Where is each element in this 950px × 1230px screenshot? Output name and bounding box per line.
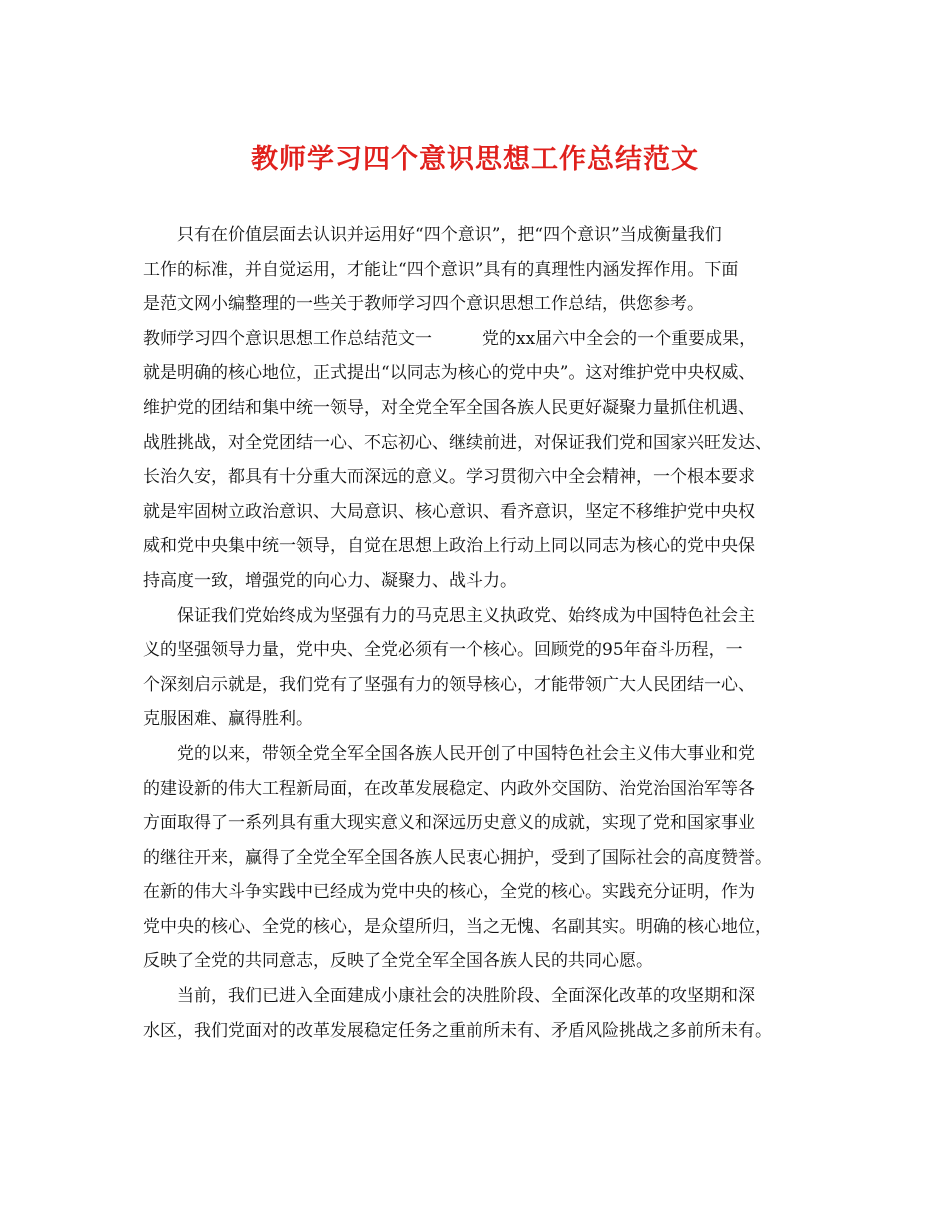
text-line-content: 的继往开来，赢得了全党全军全国各族人民衷心拥护，受到了国际社会的高度赞誉。: [143, 847, 772, 868]
text-line: [143, 253, 826, 288]
text-line: [143, 391, 826, 426]
text-line: [143, 1014, 826, 1049]
text-line-content: 长治久安，都具有十分重大而深远的意义。学习贯彻六中全会精神，一个根本要求: [143, 467, 755, 488]
text-line-content: 工作的标准，并自觉运用，才能让“四个意识”具有的真理性内涵发挥作用。下面: [143, 259, 739, 280]
text-line-content: 方面取得了一系列具有重大现实意义和深远历史意义的成就，实现了党和国家事业: [143, 813, 755, 834]
text-line-content: 义的坚强领导力量，党中央、全党必须有一个核心。回顾党的95年奋斗历程，一: [143, 640, 743, 661]
text-line-content: 克服困难、赢得胜利。: [143, 709, 313, 730]
text-line: [143, 287, 826, 322]
text-line: [143, 633, 826, 668]
text-line: [143, 944, 826, 979]
text-line-content: 只有在价值层面去认识并运用好“四个意识”，把“四个意识”当成衡量我们: [177, 225, 722, 245]
text-line: [143, 218, 826, 253]
document-body: [143, 218, 826, 1048]
text-line: [143, 322, 826, 357]
text-line-content: 是范文网小编整理的一些关于教师学习四个意识思想工作总结，供您参考。: [143, 294, 704, 315]
text-line: [143, 737, 826, 772]
text-line: [143, 875, 826, 910]
text-line-content: 水区，我们党面对的改革发展稳定任务之重前所未有、矛盾风险挑战之多前所未有。: [143, 1020, 772, 1041]
text-line-content: 个深刻启示就是，我们党有了坚强有力的领导核心，才能带领广大人民团结一心、: [143, 674, 755, 695]
text-line-content: 战胜挑战，对全党团结一心、不忘初心、继续前进，对保证我们党和国家兴旺发达、: [143, 432, 772, 453]
text-line-content: 维护党的团结和集中统一领导，对全党全军全国各族人民更好凝聚力量抓住机遇、: [143, 397, 755, 418]
text-line-content: 当前，我们已进入全面建成小康社会的决胜阶段、全面深化改革的攻坚期和深: [177, 986, 755, 1007]
text-line: [143, 564, 826, 599]
text-line-content: 威和党中央集中统一领导，自觉在思想上政治上行动上同以同志为核心的党中央保: [143, 536, 755, 557]
text-line: [143, 841, 826, 876]
text-line-content: 在新的伟大斗争实践中已经成为党中央的核心，全党的核心。实践充分证明，作为: [143, 882, 755, 903]
text-line: [143, 529, 826, 564]
text-line: [143, 668, 826, 703]
text-line-content: 就是牢固树立政治意识、大局意识、核心意识、看齐意识，坚定不移维护党中央权: [143, 501, 755, 522]
text-line: [143, 356, 826, 391]
document-title: 教师学习四个意识思想工作总结范文: [251, 144, 699, 175]
text-line-content: 的建设新的伟大工程新局面，在改革发展稳定、内政外交国防、治党治国治军等各: [143, 778, 755, 799]
text-line-content: 持高度一致，增强党的向心力、凝聚力、战斗力。: [143, 570, 517, 591]
text-line: [143, 772, 826, 807]
text-line-continuation: 党的xx届六中全会的一个重要成果，: [482, 328, 757, 349]
text-line: [143, 806, 826, 841]
text-line: [143, 460, 826, 495]
text-line: [143, 599, 826, 634]
text-line: [143, 979, 826, 1014]
text-line-content: 教师学习四个意识思想工作总结范文一: [143, 328, 432, 349]
text-line: [143, 910, 826, 945]
text-line-content: 反映了全党的共同意志，反映了全党全军全国各族人民的共同心愿。: [143, 951, 653, 972]
text-line-content: 党中央的核心、全党的核心，是众望所归，当之无愧、名副其实。明确的核心地位，: [143, 916, 772, 937]
text-line-content: 党的以来，带领全党全军全国各族人民开创了中国特色社会主义伟大事业和党: [177, 743, 755, 764]
text-line-content: 保证我们党始终成为坚强有力的马克思主义执政党、始终成为中国特色社会主: [177, 605, 755, 626]
text-line: [143, 495, 826, 530]
text-line: [143, 702, 826, 737]
text-line-content: 就是明确的核心地位，正式提出“以同志为核心的党中央”。这对维护党中央权威、: [143, 363, 756, 384]
text-line: [143, 426, 826, 461]
